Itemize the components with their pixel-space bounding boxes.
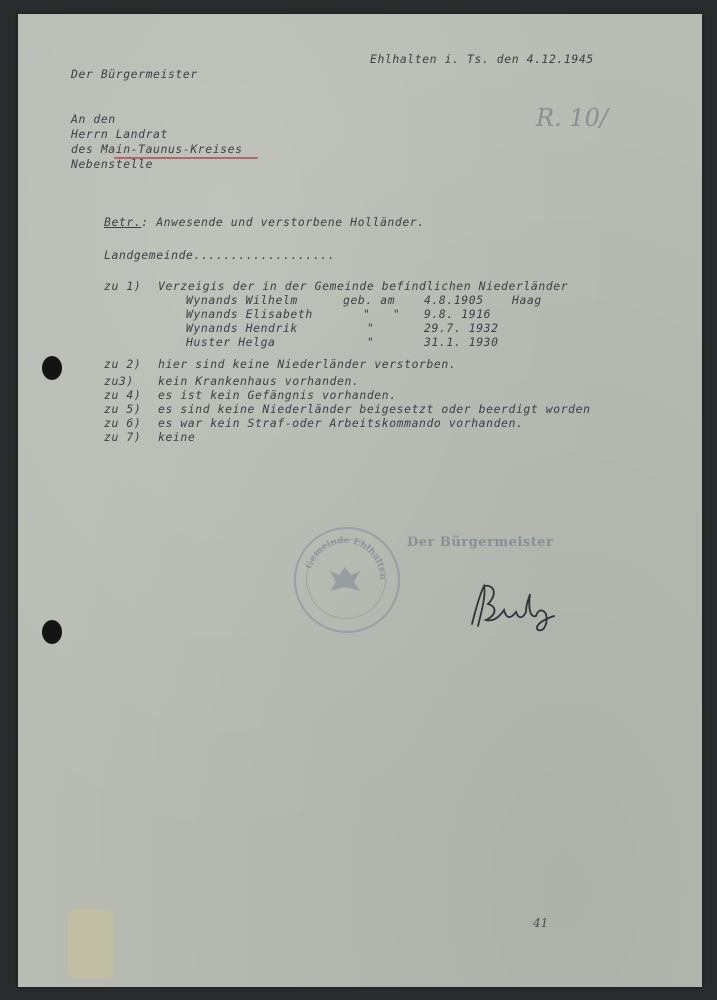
subject-line xyxy=(104,215,425,229)
birth-date: 4.8.1905 xyxy=(424,293,484,307)
recipient-line-2: Herrn Landrat xyxy=(71,127,168,141)
item-label: zu3) xyxy=(104,374,134,388)
birth-date: 9.8. 1916 xyxy=(424,307,492,321)
person-name: Huster Helga xyxy=(186,335,276,349)
recipient-line-4: Nebenstelle xyxy=(71,157,154,171)
item-text: kein Krankenhaus vorhanden. xyxy=(158,374,360,388)
item-label: zu 2) xyxy=(104,357,142,371)
eagle-emblem-icon xyxy=(330,567,360,591)
birth-place: Haag xyxy=(512,293,542,307)
stamp-ring-label: Gemeinde Ehlhalten xyxy=(304,535,388,581)
birth-mark: geb. am xyxy=(343,293,396,307)
paper-stain xyxy=(68,909,114,979)
item-1-text: Verzeigis der in der Gemeinde befindlichen Niederländer xyxy=(158,279,569,293)
item-label: zu 7) xyxy=(104,430,142,444)
page-number: 41 xyxy=(533,916,549,930)
item-text: es sind keine Niederländer beigesetzt oder beerdigt worden xyxy=(158,402,591,416)
item-text: keine xyxy=(158,430,196,444)
person-name: Wynands Wilhelm xyxy=(186,293,298,307)
person-name: Wynands Hendrik xyxy=(186,321,298,335)
item-label: zu 5) xyxy=(104,402,142,416)
person-name: Wynands Elisabeth xyxy=(186,307,313,321)
stamp-side-text: Der Bürgermeister xyxy=(407,535,554,550)
recipient-line-3: des Main-Taunus-Kreises xyxy=(71,142,243,156)
place-date: Ehlhalten i. Ts. den 4.12.1945 xyxy=(370,52,594,66)
birth-date: 31.1. 1930 xyxy=(424,335,499,349)
punch-hole xyxy=(42,620,62,644)
item-1-label: zu 1) xyxy=(104,279,142,293)
item-label: zu 4) xyxy=(104,388,142,402)
punch-hole xyxy=(42,356,62,380)
handwritten-initials: R. 10/ xyxy=(536,104,608,132)
item-text: es war kein Straf-oder Arbeitskommando vorhanden. xyxy=(158,416,524,430)
birth-mark: " xyxy=(367,321,375,335)
official-stamp xyxy=(294,527,400,633)
birth-mark: " xyxy=(367,335,375,349)
stamp-ring-text xyxy=(294,527,396,629)
signature-graphic xyxy=(468,580,563,638)
document-page xyxy=(18,14,702,987)
item-label: zu 6) xyxy=(104,416,142,430)
sender-line: Der Bürgermeister xyxy=(71,67,198,81)
birth-mark: " " xyxy=(363,307,401,321)
subject-label: Betr. xyxy=(104,215,142,229)
item-text: hier sind keine Niederländer verstorben. xyxy=(158,357,457,371)
municipality-line: Landgemeinde................... xyxy=(104,248,336,262)
subject-text: : Anwesende und verstorbene Holländer. xyxy=(141,215,425,229)
recipient-line-1: An den xyxy=(71,112,116,126)
birth-date: 29.7. 1932 xyxy=(424,321,499,335)
item-text: es ist kein Gefängnis vorhanden. xyxy=(158,388,397,402)
